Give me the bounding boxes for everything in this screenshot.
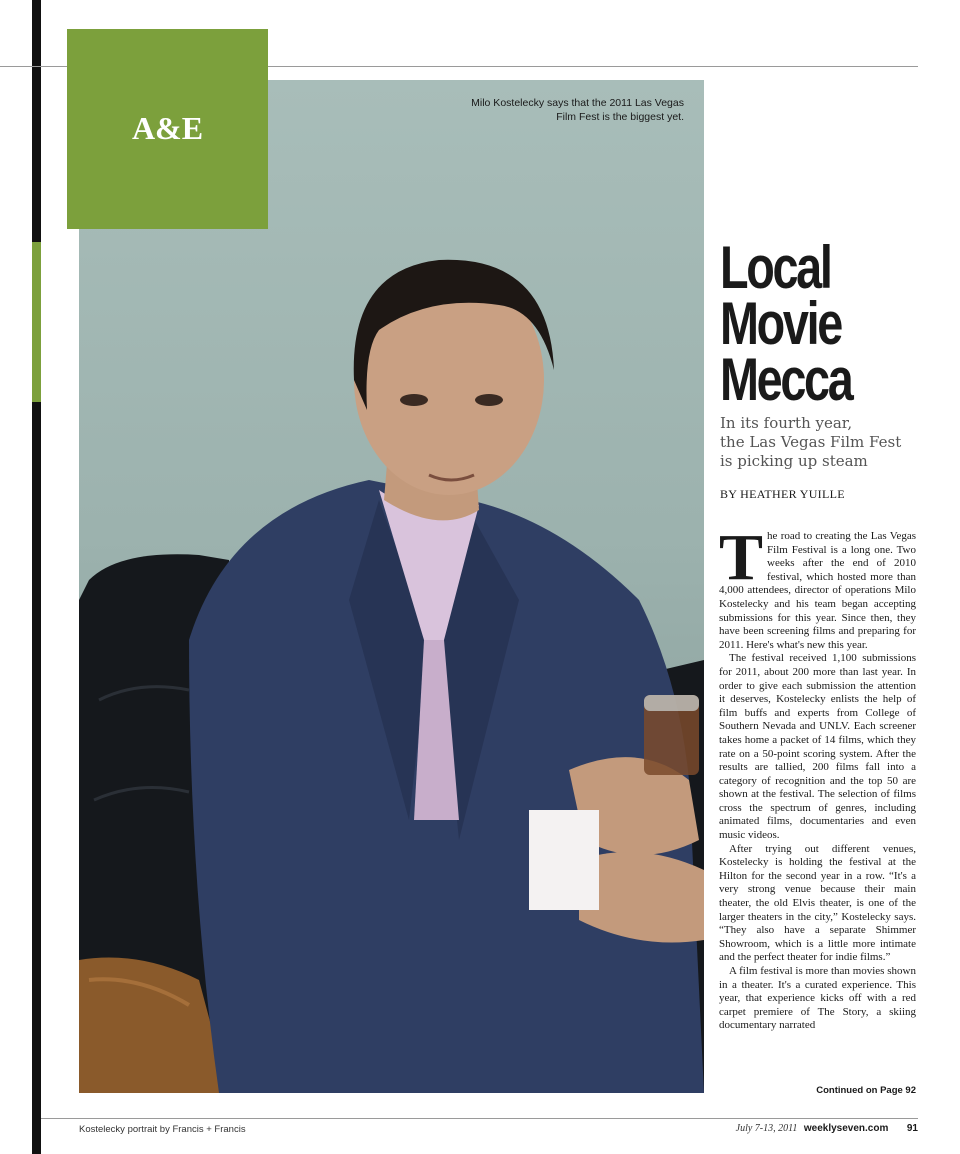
deck-line: In its fourth year, bbox=[720, 414, 853, 432]
drop-cap: T bbox=[719, 521, 764, 594]
issue-date: July 7-13, 2011 bbox=[735, 1123, 798, 1134]
article-body bbox=[719, 521, 916, 1033]
headline bbox=[720, 234, 876, 413]
headline-line: Mecca bbox=[720, 346, 852, 413]
paragraph: The festival received 1,100 submissions for 2011, about 200 more than last year. In order to give each submission the attention it deserves, Kostelecky enlists the help of film buffs and experts from College of Southern Nevada and UNLV. Each screener takes home a packet of 14 films, which they rate on a 50-point scoring system. After the results are tallied, 200 films fall into a category of recognition and the top 50 are shown at the festival. The selection of films cross the spectrum of genres, including animated films, documentaries and even music videos. bbox=[719, 652, 916, 842]
paragraph-text: he road to creating the Las Vegas Film Festival is a long one. Two weeks after the end of 2010 festival, which hosted more than 4,000 attendees, director of operations Milo Kostelecky and his team began accepting submissions for this year. Since then, they have been screening films and preparing for 2011. Here's what's new this year. bbox=[719, 530, 916, 651]
page-number: 91 bbox=[906, 1123, 918, 1134]
site-link[interactable]: weeklyseven.com bbox=[803, 1123, 889, 1134]
headline-line: Movie bbox=[720, 290, 841, 357]
bottom-rule bbox=[41, 1118, 918, 1119]
paragraph: A film festival is more than movies shown in a theater. It's a curated experience. This year, that experience kicks off with a red carpet premiere of The Story, a skiing documentary narrated bbox=[719, 965, 916, 1032]
section-label: A&E bbox=[131, 109, 204, 146]
continued-note: Continued on Page 92 bbox=[816, 1085, 916, 1096]
spine-accent bbox=[32, 242, 41, 402]
photo-credit: Kostelecky portrait by Francis + Francis bbox=[79, 1124, 246, 1135]
paragraph: After trying out different venues, Kostelecky is holding the festival at the Hilton for the second year in a row. “It's a very strong venue because their main theater, the old Elvis theater, is one of the larger theaters in the city,” Kostelecky says. “They also have a separate Shimmer Showroom, which is a little more intimate and the perfect theater for indie films.” bbox=[719, 842, 916, 964]
folio bbox=[736, 1123, 918, 1134]
portrait-photo bbox=[79, 80, 704, 1093]
spine-bar bbox=[32, 0, 41, 1154]
photo-caption: Milo Kostelecky says that the 2011 Las Vegas Film Fest is the biggest yet. bbox=[471, 97, 684, 123]
section-tag bbox=[67, 29, 268, 229]
headline-line: Local bbox=[720, 234, 831, 301]
deck-line: the Las Vegas Film Fest bbox=[720, 433, 902, 451]
paragraph bbox=[719, 521, 916, 652]
deck-line: is picking up steam bbox=[720, 452, 868, 470]
portrait-illustration bbox=[79, 80, 704, 1093]
deck bbox=[720, 414, 920, 471]
byline: BY HEATHER YUILLE bbox=[720, 487, 845, 501]
